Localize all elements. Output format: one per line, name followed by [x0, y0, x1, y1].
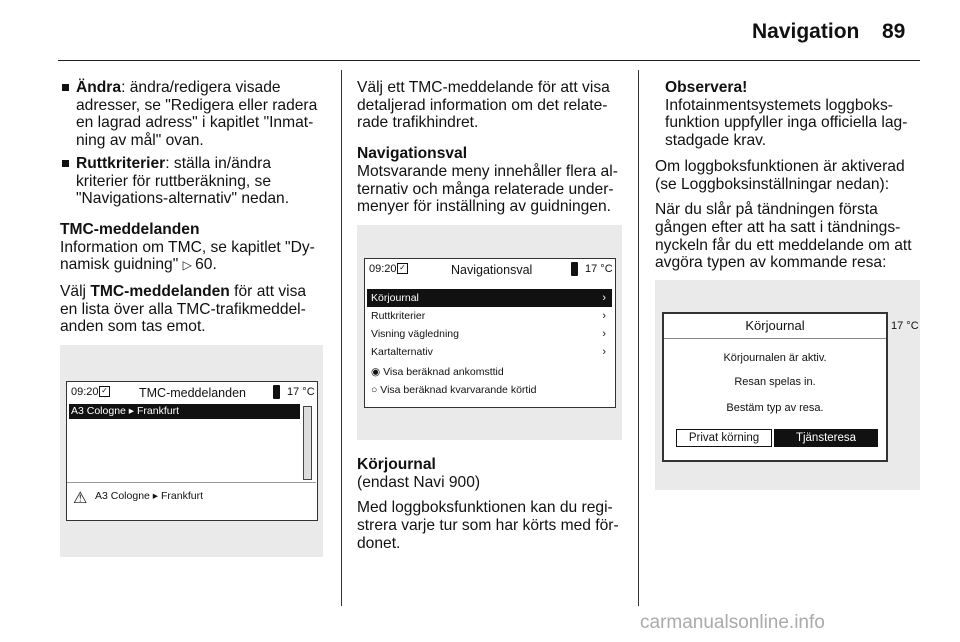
connection-icon: ✓: [397, 263, 408, 274]
dialog-line: Bestäm typ av resa.: [726, 402, 824, 414]
korjournal-dialog: [662, 312, 888, 462]
temperature: 17 °C: [585, 263, 613, 275]
paragraph: När du slår på tändningen första gången efter att ha satt i tändnings-nyckeln får du ett meddelande om att avgöra typen av kommande resa:: [655, 201, 912, 272]
radio-selected-icon: ◉: [371, 366, 384, 378]
tmc-detail: A3 Cologne ▸ Frankfurt: [95, 490, 203, 502]
note-text: Infotainmentsystemets loggboks-funktion uppfyller inga officiella lag-stadgade krav.: [665, 96, 908, 150]
menu-item-visning-vagledning[interactable]: Visning vägledning ›: [367, 325, 612, 343]
paragraph: Välj ett TMC-meddelande för att visa detaljerad information om det relate-rade trafikhindret.: [357, 79, 610, 132]
radio-option-kortid[interactable]: ○ Visa beräknad kvarvarande körtid: [371, 384, 537, 396]
screenshot-korjournal: [655, 280, 920, 490]
chevron-right-icon: ›: [602, 328, 606, 340]
dialog-line: Resan spelas in.: [734, 376, 816, 388]
menu-item-ruttkriterier[interactable]: Ruttkriterier ›: [367, 307, 612, 325]
paragraph: Om loggboksfunktionen är aktiverad (se Loggboksinställningar nedan):: [655, 157, 905, 193]
chevron-right-icon: ›: [602, 346, 606, 358]
subheading: (endast Navi 900): [357, 473, 481, 491]
bullet-term: Ändra: [76, 79, 122, 96]
phone-icon: [273, 385, 280, 399]
phone-icon: [571, 262, 578, 276]
chevron-right-icon: ›: [602, 310, 606, 322]
paragraph: Välj TMC-meddelanden för att visa en lista över alla TMC-trafikmeddel-anden som tas emot.: [60, 283, 307, 336]
screenshot-tmc: [60, 345, 323, 557]
bullet-icon: [62, 160, 69, 167]
dialog-line: Körjournalen är aktiv.: [723, 352, 827, 364]
page-title: Navigation: [752, 20, 860, 43]
paragraph: Med loggboksfunktionen kan du regi-strera varje tur som har körts med för-donet.: [357, 499, 619, 552]
screen-title: Navigationsval: [451, 263, 533, 277]
private-trip-button[interactable]: Privat körning: [676, 429, 772, 447]
note-box: [655, 79, 919, 150]
tmc-screen: [66, 381, 318, 521]
bullet-text: : ändra/redigera visade adresser, se "Redigera eller radera en lagrad adress" i kapitlet "Inmat-ning av mål" ovan.: [76, 79, 318, 150]
business-trip-button[interactable]: Tjänsteresa: [774, 429, 878, 447]
chevron-right-icon: ›: [602, 292, 606, 304]
menu-item-korjournal[interactable]: Körjournal ›: [367, 289, 612, 307]
section-heading: Navigationsval: [357, 145, 468, 163]
menu-item-kartalternativ[interactable]: Kartalternativ ›: [367, 343, 612, 361]
temperature: 17 °C: [891, 320, 919, 332]
bullet-item: [60, 79, 326, 150]
note-heading: Observera!: [665, 79, 748, 96]
connection-icon: ✓: [99, 386, 110, 397]
dialog-title: Körjournal: [745, 318, 805, 333]
screen-title: TMC-meddelanden: [139, 386, 246, 400]
column-3: [655, 79, 919, 280]
scrollbar[interactable]: [303, 406, 312, 480]
clock: 09:20: [71, 386, 99, 398]
column-divider: [341, 70, 342, 606]
list-item-selected[interactable]: A3 Cologne ▸ Frankfurt: [69, 404, 300, 419]
page-ref-icon: ▷: [182, 258, 196, 273]
divider: [664, 338, 886, 339]
radio-empty-icon: ○: [371, 384, 381, 396]
paragraph: Information om TMC, se kapitlet "Dy-namisk guidning" ▷ 60.: [60, 238, 315, 274]
divider: [67, 482, 316, 483]
section-heading: TMC-meddelanden: [60, 220, 200, 238]
column-1: [60, 79, 326, 344]
watermark: carmanualsonline.info: [640, 612, 825, 633]
header-rule: [58, 60, 920, 61]
screenshot-navigationsval: [357, 225, 622, 440]
warning-sign-icon: ⚠: [73, 490, 88, 507]
column-2: [357, 79, 625, 224]
bullet-text: : ställa in/ändra kriterier för ruttberäkning, se "Navigations-alternativ" nedan.: [76, 154, 290, 208]
bullet-icon: [62, 84, 69, 91]
clock: 09:20: [369, 263, 397, 275]
nav-screen: [364, 258, 616, 408]
bullet-item: [60, 155, 326, 208]
bullet-term: Ruttkriterier: [76, 154, 166, 172]
temperature: 17 °C: [287, 386, 315, 398]
radio-option-ankomsttid[interactable]: ◉ Visa beräknad ankomsttid: [371, 366, 504, 378]
page-number: 89: [882, 20, 906, 43]
column-2-bottom: [357, 456, 625, 561]
column-divider: [638, 70, 639, 606]
section-heading: Körjournal: [357, 456, 436, 473]
paragraph: Motsvarande meny innehåller flera al-ternativ och många relaterade under-menyer för inställning av guidningen.: [357, 162, 618, 216]
